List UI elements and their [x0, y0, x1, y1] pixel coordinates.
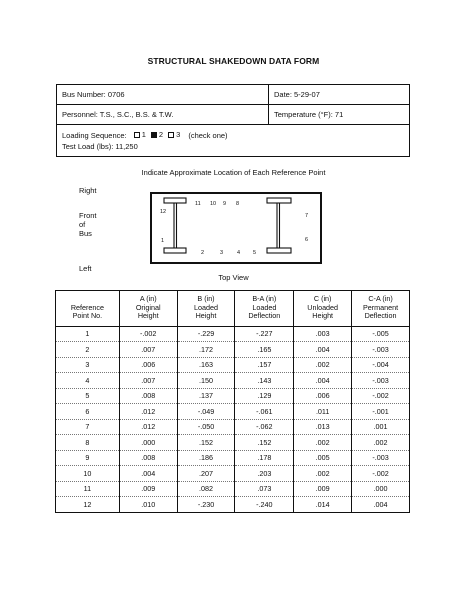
front-of-bus-label [79, 211, 97, 238]
column-header-line: Reference [70, 302, 104, 312]
ref-point-6: 6 [305, 237, 309, 243]
form-title: STRUCTURAL SHAKEDOWN DATA FORM [147, 56, 320, 66]
table-row [56, 404, 410, 420]
front-label-line: Bus [79, 229, 92, 238]
table-cell: .163 [177, 357, 235, 373]
column-header-line: Deflection [248, 311, 281, 320]
loading-sequence [62, 129, 404, 141]
ref-point-4: 4 [237, 250, 241, 256]
table-cell: .011 [294, 404, 352, 420]
table-cell: -.227 [235, 326, 294, 342]
table-cell: .000 [352, 481, 410, 497]
ref-point-11: 11 [195, 201, 201, 207]
column-header [56, 291, 120, 327]
table-cell: .005 [294, 450, 352, 466]
table-cell: .137 [177, 388, 235, 404]
table-cell: .008 [119, 450, 177, 466]
column-header-line: Point No. [72, 311, 103, 320]
table-cell: 4 [56, 373, 120, 389]
checkbox[interactable] [134, 132, 140, 138]
ref-point-1: 1 [161, 238, 165, 244]
left-axle-beam [164, 198, 186, 253]
table-cell: .172 [177, 342, 235, 358]
table-row [56, 435, 410, 451]
check-note: (check one) [188, 130, 228, 140]
table-cell: 10 [56, 466, 120, 482]
column-header-line: Loaded [194, 302, 218, 312]
table-cell: .004 [294, 373, 352, 389]
table-cell: .012 [119, 419, 177, 435]
ref-point-7: 7 [305, 213, 309, 219]
table-cell: -.230 [177, 497, 235, 513]
column-header [352, 291, 410, 327]
column-header-line: Original [135, 302, 161, 312]
column-header-line: Height [137, 311, 159, 320]
info-row-bus [57, 85, 409, 105]
table-cell: -.003 [352, 342, 410, 358]
left-side-label: Left [79, 264, 92, 273]
table-cell: .009 [294, 481, 352, 497]
date: Date: 5-29-07 [274, 90, 320, 99]
column-header-line: B (in) [197, 294, 215, 303]
table-cell: .143 [235, 373, 294, 389]
column-header-line: Deflection [364, 311, 397, 320]
table-cell: .010 [119, 497, 177, 513]
table-cell: .152 [235, 435, 294, 451]
table-cell: .152 [177, 435, 235, 451]
table-cell: .003 [294, 326, 352, 342]
bus-number: Bus Number: 0706 [57, 85, 269, 104]
table-cell: .012 [119, 404, 177, 420]
table-cell: -.229 [177, 326, 235, 342]
table-cell: .002 [294, 357, 352, 373]
test-load: Test Load (lbs): 11,250 [62, 142, 138, 152]
table-cell: .004 [294, 342, 352, 358]
table-cell: 9 [56, 450, 120, 466]
table-cell: -.049 [177, 404, 235, 420]
table-cell: 1 [56, 326, 120, 342]
loading-option-label: 3 [176, 130, 181, 139]
table-body [56, 326, 410, 512]
column-header [294, 291, 352, 327]
table-header-row [56, 291, 410, 327]
ref-point-5: 5 [253, 250, 257, 256]
table-cell: .008 [119, 388, 177, 404]
table-cell: .013 [294, 419, 352, 435]
column-header [235, 291, 294, 327]
loading-option-label: 2 [158, 130, 164, 139]
table-cell: .203 [235, 466, 294, 482]
table-cell: -.002 [352, 466, 410, 482]
table-cell: -.001 [352, 404, 410, 420]
table-cell: -.003 [352, 450, 410, 466]
table-cell: 8 [56, 435, 120, 451]
table-cell: .207 [177, 466, 235, 482]
table-cell: -.240 [235, 497, 294, 513]
table-cell: .007 [119, 373, 177, 389]
right-side-label: Right [79, 186, 97, 195]
right-axle-beam [267, 198, 291, 253]
ref-point-2: 2 [201, 250, 205, 256]
loading-option-2[interactable] [151, 129, 163, 141]
loading-option-1[interactable] [134, 129, 146, 141]
front-label-line: of [79, 220, 86, 229]
temperature: Temperature (°F): 71 [274, 110, 344, 119]
table-cell: 5 [56, 388, 120, 404]
table-cell: .082 [177, 481, 235, 497]
table-row [56, 497, 410, 513]
top-view-caption: Top View [218, 273, 249, 282]
table-cell: .002 [294, 435, 352, 451]
column-header-line: Loaded [252, 302, 277, 312]
front-label-line: Front [79, 211, 97, 220]
column-header-line: A (in) [139, 294, 157, 303]
table-cell: .004 [352, 497, 410, 513]
table-cell: .001 [352, 419, 410, 435]
ref-point-9: 9 [223, 201, 227, 207]
form-info-box [56, 84, 410, 157]
table-row [56, 466, 410, 482]
table-cell: -.050 [177, 419, 235, 435]
table-row [56, 342, 410, 358]
loading-option-3[interactable] [168, 129, 180, 141]
deflection-table [55, 290, 410, 513]
table-cell: 11 [56, 481, 120, 497]
column-header-line: C (in) [313, 294, 332, 303]
table-cell: -.005 [352, 326, 410, 342]
checkbox[interactable] [168, 132, 174, 138]
column-header-line: Unloaded [307, 302, 339, 312]
table-cell: 6 [56, 404, 120, 420]
table-cell: .002 [352, 435, 410, 451]
table-cell: .073 [235, 481, 294, 497]
ref-point-12: 12 [160, 209, 167, 215]
column-header-line: Permanent [362, 302, 399, 312]
info-row-personnel [57, 105, 409, 125]
checkbox[interactable] [151, 132, 157, 138]
column-header-line: Height [312, 311, 334, 320]
table-cell: -.062 [235, 419, 294, 435]
table-cell: .150 [177, 373, 235, 389]
column-header-line: Height [195, 311, 217, 320]
table-cell: .129 [235, 388, 294, 404]
table-cell: 2 [56, 342, 120, 358]
table-cell: .165 [235, 342, 294, 358]
bus-frame-diagram [150, 192, 322, 264]
ref-point-8: 8 [236, 201, 240, 207]
loading-sequence-label: Loading Sequence: [62, 130, 127, 140]
column-header-line: B-A (in) [252, 294, 277, 303]
table-cell: -.002 [119, 326, 177, 342]
table-cell: -.004 [352, 357, 410, 373]
table-row [56, 450, 410, 466]
table-row [56, 326, 410, 342]
ref-point-3: 3 [220, 250, 224, 256]
table-cell: .000 [119, 435, 177, 451]
table-cell: .004 [119, 466, 177, 482]
table-cell: .014 [294, 497, 352, 513]
column-header [177, 291, 235, 327]
table-cell: .157 [235, 357, 294, 373]
table-cell: .002 [294, 466, 352, 482]
personnel: Personnel: T.S., S.C., B.S. & T.W. [57, 105, 269, 124]
table-cell: 7 [56, 419, 120, 435]
table-cell: .186 [177, 450, 235, 466]
table-cell: .006 [119, 357, 177, 373]
table-cell: .007 [119, 342, 177, 358]
loading-option-label: 1 [141, 130, 146, 139]
table-cell: -.003 [352, 373, 410, 389]
table-row [56, 373, 410, 389]
info-row-loading [57, 125, 409, 156]
table-cell: -.061 [235, 404, 294, 420]
table-row [56, 357, 410, 373]
table-cell: -.002 [352, 388, 410, 404]
table-cell: .006 [294, 388, 352, 404]
table-cell: 3 [56, 357, 120, 373]
ref-point-10: 10 [210, 201, 217, 207]
table-row [56, 388, 410, 404]
table-cell: 12 [56, 497, 120, 513]
column-header [119, 291, 177, 327]
table-row [56, 419, 410, 435]
table-cell: .178 [235, 450, 294, 466]
table-cell: .009 [119, 481, 177, 497]
table-row [56, 481, 410, 497]
column-header-line: C-A (in) [368, 294, 393, 303]
diagram-instruction: Indicate Approximate Location of Each Reference Point [141, 168, 326, 177]
